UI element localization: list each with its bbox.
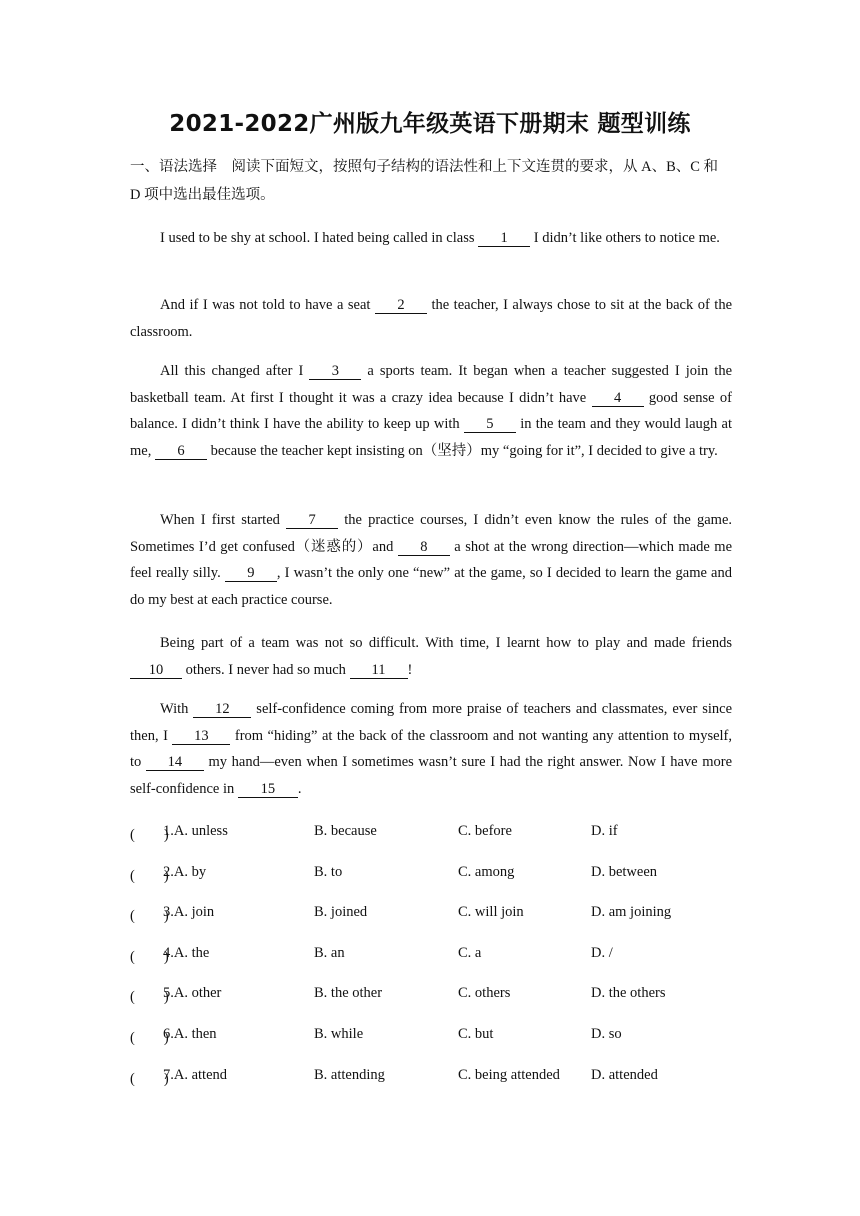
answer-paren: ( ) xyxy=(130,827,169,843)
passage-paragraph-5 xyxy=(130,630,732,683)
question-row xyxy=(130,904,730,924)
option-d: D. am joining xyxy=(591,904,672,920)
passage-paragraph-4 xyxy=(130,507,732,613)
question-row xyxy=(130,1067,730,1087)
option-d: D. so xyxy=(591,1026,622,1042)
answer-paren: ( ) xyxy=(130,989,169,1005)
option-b: B. joined xyxy=(314,904,368,920)
passage-text: Being part of a team was not so difficult. With time, I learnt how to play and made friends xyxy=(160,635,732,651)
passage-text: others. I never had so much xyxy=(185,661,346,678)
passage-text: I used to be shy at school. I hated being called in class xyxy=(160,230,475,246)
question-row xyxy=(130,985,730,1005)
passage-text: the teacher, I always chose to sit at the back of the classroom. xyxy=(130,297,733,340)
option-c: C. others xyxy=(458,985,511,1001)
blank-13: 13 xyxy=(172,728,230,745)
passage-text: because the teacher kept insisting on（坚持）my “going for it”, I decided to give a try. xyxy=(210,442,718,459)
blank-7: 7 xyxy=(286,512,338,529)
blank-11: 11 xyxy=(350,662,408,679)
passage-paragraph-1 xyxy=(130,225,732,252)
option-d: D. / xyxy=(591,945,613,961)
passage-text: a shot at the wrong direction—which made me feel really silly. xyxy=(130,538,733,581)
blank-9: 9 xyxy=(225,565,277,582)
blank-6: 6 xyxy=(155,443,207,460)
passage-text: my hand—even when I sometimes wasn’t sure I had the right answer. Now I have more self-confidence in xyxy=(130,754,733,797)
blank-1: 1 xyxy=(478,230,530,247)
blank-3: 3 xyxy=(309,363,361,380)
option-b: B. attending xyxy=(314,1067,385,1083)
option-d: D. if xyxy=(591,823,618,839)
passage-text: good sense of balance. I didn’t think I have the ability to keep up with xyxy=(130,389,733,432)
section-instruction: 一、语法选择 阅读下面短文，按照句子结构的语法性和上下文连贯的要求，从 A、B、C 和 D 项中选出最佳选项。 xyxy=(130,159,719,203)
passage-text: And if I was not told to have a seat xyxy=(160,297,371,313)
passage-text: the practice courses, I didn’t even know the rules of the game. Sometimes I’d get confused（迷惑的）and xyxy=(130,512,733,555)
answer-paren: ( ) xyxy=(130,868,169,884)
passage-text: self-confidence coming from more praise of teachers and classmates, ever since then, I xyxy=(130,701,732,744)
option-c: C. before xyxy=(458,823,512,839)
option-a: 2.A. by xyxy=(163,864,207,880)
blank-8: 8 xyxy=(398,539,450,556)
option-b: B. to xyxy=(314,864,343,880)
passage-text: a sports team. It began when a teacher suggested I join the basketball team. At first I thought it was a crazy idea because I didn’t have xyxy=(130,363,733,406)
option-c: C. but xyxy=(458,1026,494,1042)
passage-paragraph-6 xyxy=(130,696,732,802)
blank-5: 5 xyxy=(464,416,516,433)
blank-4: 4 xyxy=(592,390,644,407)
passage-text: I didn’t like others to notice me. xyxy=(533,230,720,246)
blank-12: 12 xyxy=(193,701,251,718)
option-b: B. an xyxy=(314,945,345,961)
option-d: D. between xyxy=(591,864,658,880)
option-a: 5.A. other xyxy=(163,985,222,1001)
question-row xyxy=(130,864,730,884)
passage-paragraph-2 xyxy=(130,292,732,345)
document-title: 2021-2022广州版九年级英语下册期末 题型训练 xyxy=(169,111,691,137)
option-b: B. while xyxy=(314,1026,364,1042)
option-c: C. will join xyxy=(458,904,524,920)
passage-text: . xyxy=(297,780,302,797)
option-b: B. the other xyxy=(314,985,383,1001)
option-a: 3.A. join xyxy=(163,904,215,920)
option-c: C. a xyxy=(458,945,482,961)
passage-text: All this changed after I xyxy=(160,363,304,379)
passage-text: from “hiding” at the back of the classroom and not wanting any attention to myself, to xyxy=(130,727,733,770)
option-a: 6.A. then xyxy=(163,1026,217,1042)
option-a: 1.A. unless xyxy=(163,823,228,839)
answer-paren: ( ) xyxy=(130,1071,169,1087)
blank-10: 10 xyxy=(130,662,182,679)
option-b: B. because xyxy=(314,823,377,839)
option-a: 4.A. the xyxy=(163,945,210,961)
answer-paren: ( ) xyxy=(130,949,169,965)
passage-text: ! xyxy=(407,661,413,678)
question-row xyxy=(130,945,730,965)
passage-text: , I wasn’t the only one “new” at the game, so I decided to learn the game and do my best at each practice course. xyxy=(130,565,732,608)
passage-text: in the team and they would laugh at me, xyxy=(130,416,732,459)
blank-14: 14 xyxy=(146,754,204,771)
option-a: 7.A. attend xyxy=(163,1067,228,1083)
option-d: D. attended xyxy=(591,1067,658,1083)
option-c: C. being attended xyxy=(458,1067,560,1083)
passage-paragraph-3 xyxy=(130,358,732,464)
question-row xyxy=(130,823,730,843)
answer-paren: ( ) xyxy=(130,908,169,924)
answer-paren: ( ) xyxy=(130,1030,169,1046)
option-c: C. among xyxy=(458,864,515,880)
passage-text: When I first started xyxy=(160,512,280,528)
blank-2: 2 xyxy=(375,297,427,314)
question-row xyxy=(130,1026,730,1046)
blank-15: 15 xyxy=(238,781,298,798)
passage-text: With xyxy=(160,701,189,717)
option-d: D. the others xyxy=(591,985,666,1001)
